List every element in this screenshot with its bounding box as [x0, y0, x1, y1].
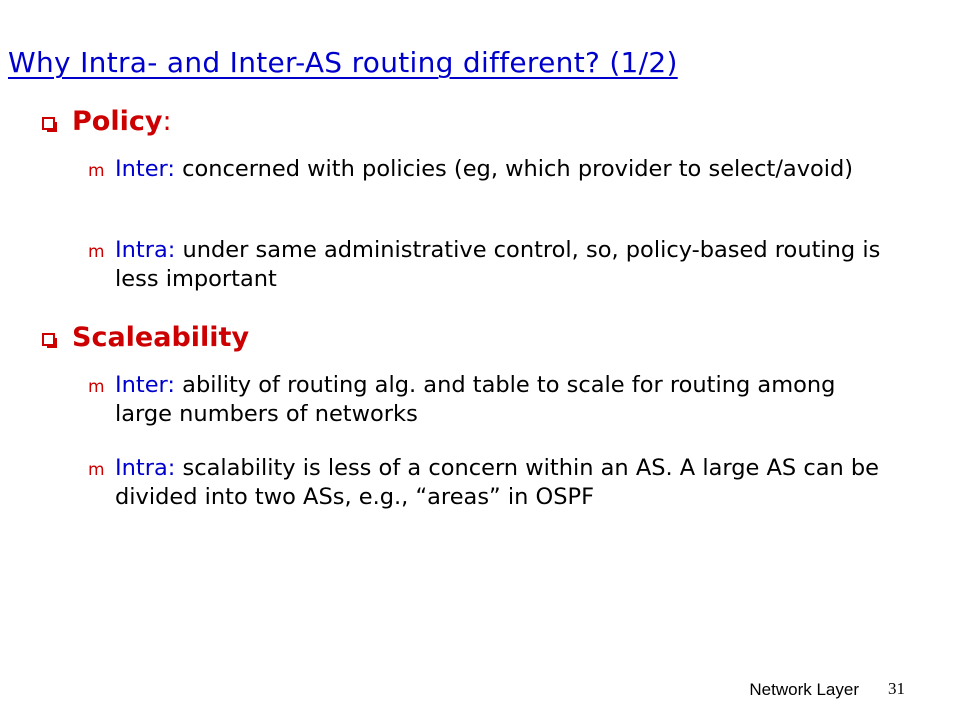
sub-bullet-icon: m: [88, 242, 105, 262]
square-bullet-icon: [42, 333, 55, 346]
slide-title: Why Intra- and Inter-AS routing different? (1/2): [8, 46, 678, 79]
sub-bullet-icon: m: [88, 377, 105, 397]
list-item-text: [115, 155, 895, 184]
sub-bullet-icon: m: [88, 460, 105, 480]
section-heading: Policy:: [72, 106, 172, 137]
item-keyword: Intra:: [115, 237, 176, 263]
item-text: concerned with policies (eg, which provider to select/avoid): [175, 156, 854, 182]
square-bullet-icon: [42, 117, 55, 130]
item-text: scalability is less of a concern within an AS. A large AS can be divided into two ASs, e.g., “areas” in OSPF: [115, 455, 880, 510]
item-keyword: Inter:: [115, 156, 175, 182]
item-keyword: Inter:: [115, 372, 175, 398]
item-keyword: Intra:: [115, 455, 176, 481]
section-heading: Scaleability: [72, 322, 250, 353]
page-number: 31: [888, 679, 905, 698]
sub-bullet-icon: m: [88, 161, 105, 181]
footer-label: Network Layer: [749, 680, 859, 699]
item-text: under same administrative control, so, policy-based routing is less important: [115, 237, 881, 292]
list-item-text: [115, 454, 895, 512]
list-item-text: [115, 371, 895, 429]
item-text: ability of routing alg. and table to scale for routing among large numbers of networks: [115, 372, 836, 427]
list-item-text: [115, 236, 895, 294]
